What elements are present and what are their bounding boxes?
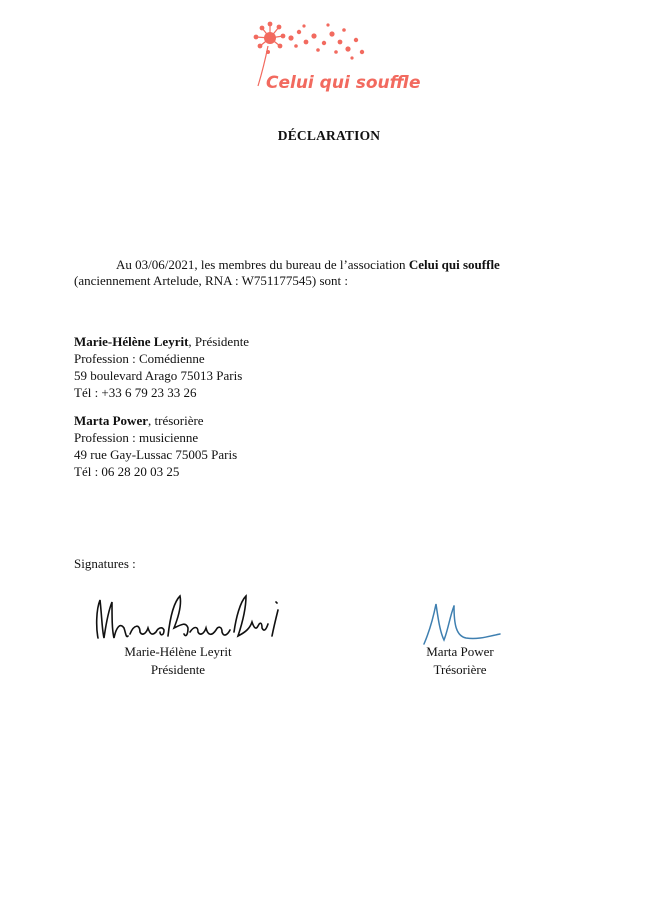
member-profession: Profession : musicienne [74,430,199,445]
intro-line-1 [74,256,500,273]
member-block-president [74,333,249,401]
dandelion-logo-icon [244,16,421,98]
signatures-label: Signatures : [74,556,136,571]
member-address: 59 boulevard Arago 75013 Paris [74,368,243,383]
intro-text: Au 03/06/2021, les membres du bureau de l’association [116,257,409,272]
member-name-line [74,412,237,429]
member-name-line [74,333,249,350]
logo-wordmark: Celui qui souffle [266,73,421,93]
president-handwritten-signature [90,588,285,650]
member-profession: Profession : Comédienne [74,351,205,366]
member-name: Marie-Hélène Leyrit [74,334,189,349]
signer-name: Marie-Hélène Leyrit [124,644,232,659]
signer-role: Présidente [150,662,206,677]
signer-role: Trésorière [433,662,487,677]
association-name: Celui qui souffle [408,257,500,272]
member-role: , trésorière [148,413,204,428]
member-address: 49 rue Gay-Lussac 75005 Paris [74,447,238,462]
signer-name: Marta Power [426,644,494,659]
intro-line-2: (anciennement Artelude, RNA : W751177545) sont : [74,273,349,288]
association-logo [244,16,421,98]
page-title: DÉCLARATION [277,128,381,143]
president-signature-block [108,643,248,679]
member-phone: Tél : 06 28 20 03 25 [74,464,180,479]
member-block-treasurer [74,412,237,480]
member-name: Marta Power [74,413,148,428]
member-role: , Présidente [188,334,250,349]
treasurer-handwritten-signature [420,600,502,648]
member-phone: Tél : +33 6 79 23 33 26 [74,385,197,400]
treasurer-signature-block [405,643,515,679]
